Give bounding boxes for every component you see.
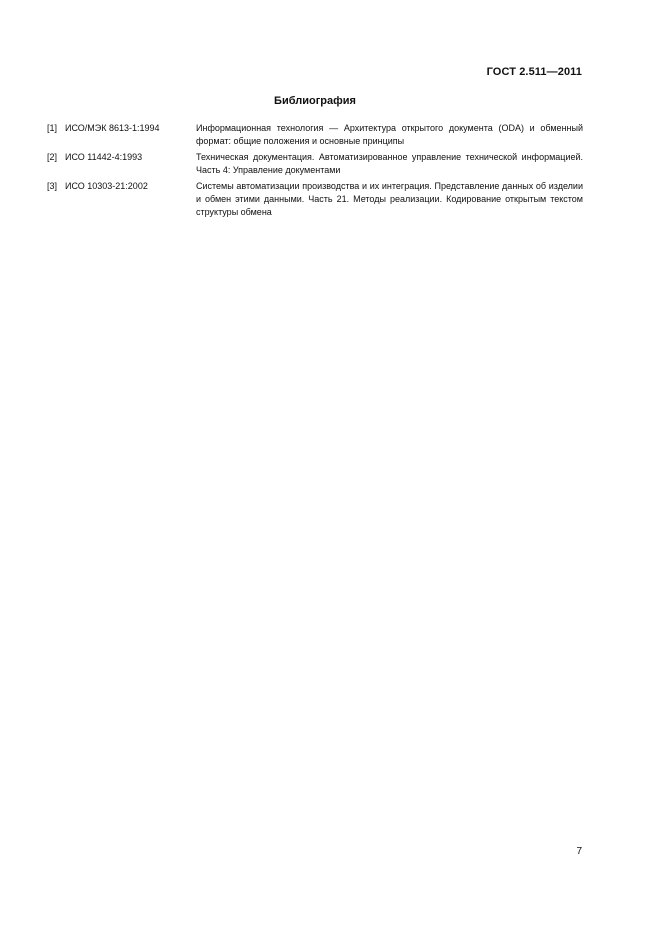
section-title: Библиография <box>274 95 356 107</box>
bibliography-entry <box>47 122 583 148</box>
entry-number: [3] <box>47 181 58 191</box>
entry-standard: ИСО 11442-4:1993 <box>65 152 143 162</box>
entry-number: [2] <box>47 152 58 162</box>
bibliography-list <box>47 122 583 222</box>
bibliography-entry <box>47 151 583 177</box>
page-number: 7 <box>576 846 582 857</box>
entry-standard: ИСО 10303-21:2002 <box>65 181 148 191</box>
entry-title: Системы автоматизации производства и их интеграция. Представление данных об изделии и обмен этими данными. Часть 21. Методы реализации. Кодирование открытым текстом структуры обмена <box>196 181 583 217</box>
entry-title: Техническая документация. Автоматизированное управление технической информацией. Часть 4: Управление документами <box>196 152 583 175</box>
entry-number: [1] <box>47 123 58 133</box>
entry-title: Информационная технология — Архитектура открытого документа (ODA) и обменный формат: общие положения и основные принципы <box>196 123 583 146</box>
bibliography-entry <box>47 180 583 219</box>
entry-standard: ИСО/МЭК 8613-1:1994 <box>65 123 160 133</box>
document-code: ГОСТ 2.511—2011 <box>486 66 582 78</box>
